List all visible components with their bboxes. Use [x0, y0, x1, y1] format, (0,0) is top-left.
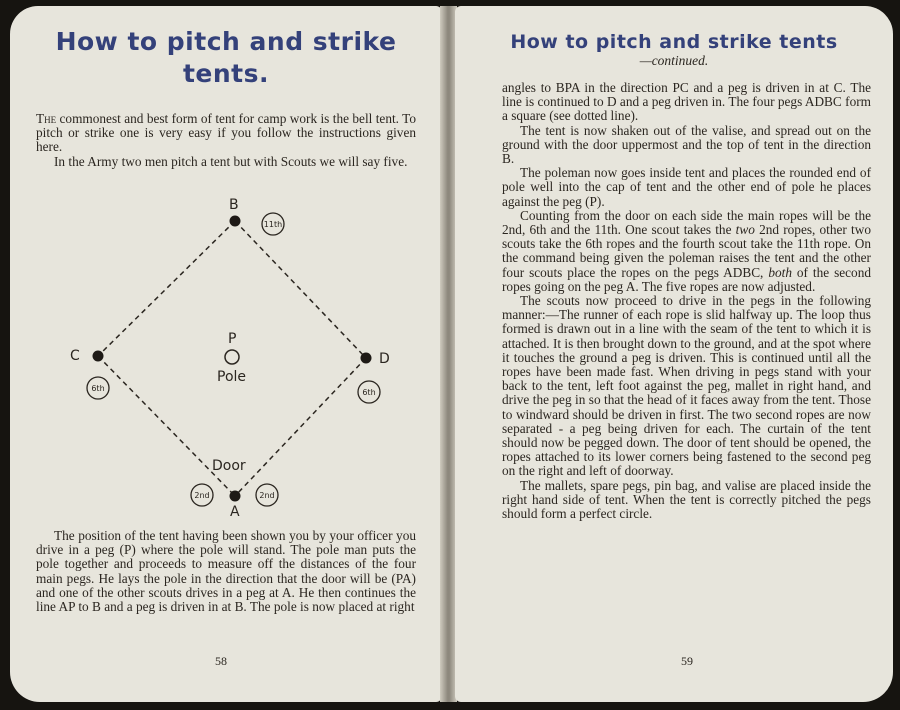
line-b-c — [98, 221, 235, 356]
peg-c-marker — [93, 351, 104, 362]
tent-pitching-diagram — [50, 196, 400, 516]
peg-d-label: D — [379, 351, 390, 367]
rope-d-circle — [358, 381, 380, 403]
paragraph-ropes-part-3: of the second ropes going on the peg A. The five ropes are now adjusted. — [502, 264, 872, 294]
rope-a-left-label: 2nd — [194, 491, 210, 500]
dotted-square — [98, 221, 366, 496]
right-body-text — [502, 81, 871, 521]
right-page-number: 59 — [681, 654, 693, 668]
peg-a-marker — [230, 491, 241, 502]
rope-b-label: 11th — [263, 220, 283, 229]
rope-a-left-circle — [191, 484, 213, 506]
paragraph-ropes — [502, 209, 871, 294]
intro-drop-word: The — [36, 111, 57, 126]
pole-letter-label: P — [228, 331, 237, 347]
intro-paragraph-2: In the Army two men pitch a tent but with Scouts we will say five. — [54, 153, 408, 169]
left-bottom-paragraph: The position of the tent having been shown you by your officer you drive in a peg (P) where the pole will stand. The pole man puts the pole together and proceeds to measure off the distances of the four main pegs. He lays the pole in the direction that the door will be (PA) and one of the other scouts drives in a peg at A. He then continues the line AP to B and a peg is driven in at B. The pole is now placed at right — [36, 528, 416, 615]
right-page-title: How to pitch and strike tents — [510, 31, 838, 53]
intro-text — [36, 112, 416, 169]
rope-b-circle — [262, 213, 284, 235]
intro-paragraph-1-text: commonest and best form of tent for camp work is the bell tent. To pitch or strike one is very easy if you follow the instructions given here. — [36, 111, 416, 155]
door-label: Door — [212, 458, 246, 474]
emphasis-both: both — [768, 264, 792, 280]
pole-word-label: Pole — [217, 369, 247, 385]
right-page — [455, 6, 893, 702]
peg-b-label: B — [229, 197, 239, 213]
rope-c-label: 6th — [91, 384, 105, 393]
rope-a-right-label: 2nd — [259, 491, 275, 500]
peg-d-marker — [361, 353, 372, 364]
paragraph-continued: angles to BPA in the direction PC and a peg is driven in at C. The line is continued to D and a peg driven in. The four pegs ADBC form a square (see dotted line). — [502, 80, 871, 124]
rope-c-circle — [87, 377, 109, 399]
paragraph-spread-tent: The tent is now shaken out of the valise, and spread out on the ground with the door uppermost and the top of tent in the direction B. — [502, 122, 871, 167]
intro-paragraph-1 — [36, 112, 416, 155]
left-page — [10, 6, 442, 702]
paragraph-ropes-part-1: Counting from the door on each side the main ropes will be the 2nd, 6th and the 11th. One scout takes the — [502, 207, 871, 238]
paragraph-mallets: The mallets, spare pegs, pin bag, and valise are placed inside the right hand side of tent. When the tent is correctly pitched the pegs should form a perfect circle. — [502, 477, 871, 522]
left-page-number: 58 — [215, 654, 227, 668]
pole-marker — [225, 350, 239, 364]
paragraph-driving-pegs: The scouts now proceed to drive in the pegs in the following manner:—The runner of each rope is slid halfway up. The loop thus formed is drawn out in a line with the seam of the tent to which it is attached. It is then brought down to the ground, and at the spot where it touches the ground a peg is driven. This is continued until all the ropes have been made fast. When driving in pegs stand with your back to the tent, left foot against the peg, mallet in right hand, and drive the peg in so that the head of it faces away from the tent. Those to windward should be driven in first. The two second ropes are now separated - a peg being driven for each. The curtain of the tent should now be pegged down. The door of tent should be opened, the ropes attached to its lower corners being fastened to the second peg on the right and left of doorway. — [502, 293, 871, 479]
rope-a-right-circle — [256, 484, 278, 506]
emphasis-two: two — [735, 222, 755, 238]
paragraph-poleman: The poleman now goes inside tent and places the rounded end of pole well into the cap of tent and the other end of pole he places against the peg (P). — [502, 165, 871, 209]
peg-a-label: A — [230, 504, 240, 516]
line-c-a — [98, 356, 235, 496]
rope-d-label: 6th — [362, 388, 376, 397]
left-bottom-text — [36, 529, 416, 614]
title-line-1: How to pitch and strike — [55, 27, 397, 56]
title-line-2: tents. — [182, 59, 270, 88]
line-d-a — [235, 358, 366, 496]
right-page-subtitle: —continued. — [639, 53, 709, 68]
line-b-d — [235, 221, 366, 358]
peg-b-marker — [230, 216, 241, 227]
peg-c-label: C — [70, 348, 80, 364]
paragraph-ropes-part-2: 2nd ropes, other two scouts take the 6th ropes and the fourth scout take the 11th rope. On the command being given the poleman raises the tent and the other four scouts place the ropes on the pegs ADBC, — [502, 222, 871, 280]
left-page-title — [10, 26, 442, 90]
